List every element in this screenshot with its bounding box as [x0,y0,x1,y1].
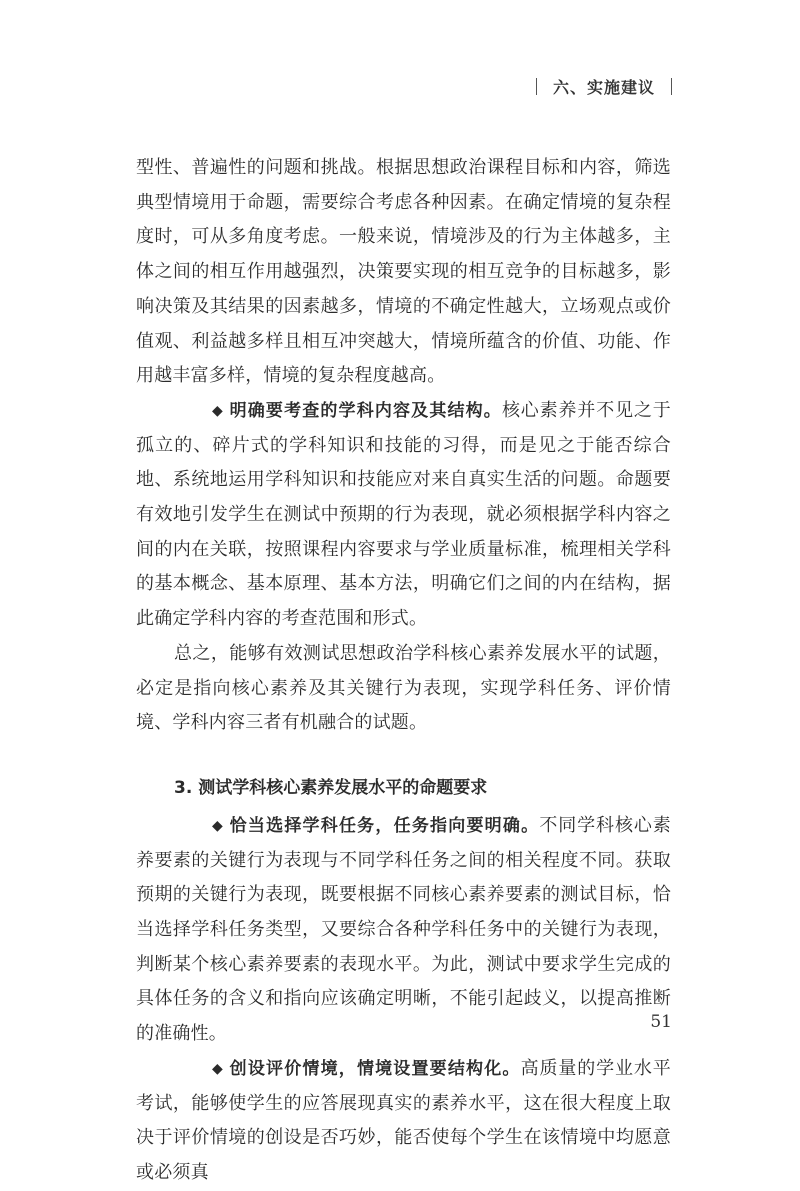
header-left-divider [536,78,537,95]
paragraph-5 [136,1052,671,1191]
paragraph-2 [136,394,671,637]
diamond-bullet-icon: ◆ [212,402,223,419]
header-title: 六、实施建议 [552,77,655,97]
paragraph-4-lead: 恰当选择学科任务，任务指向要明确。 [228,815,540,836]
diamond-bullet-icon: ◆ [212,817,223,834]
paragraph-1: 型性、普遍性的问题和挑战。根据思想政治课程目标和内容，筛选典型情境用于命题，需要综合考虑各种因素。在确定情境的复杂程度时，可从多角度考虑。一般来说，情境涉及的行为主体越多，主体之间的相互作用越强烈，决策要实现的相互竞争的目标越多，影响决策及其结果的因素越多，情境的不确定性越大，立场观点或价值观、利益越多样且相互冲突越大，情境所蕴含的价值、功能、作用越丰富多样，情境的复杂程度越高。 [136,157,671,387]
page-number: 51 [650,1012,672,1032]
page-body [136,151,671,1191]
header-right-divider [671,78,672,95]
running-header [520,72,688,100]
paragraph-3: 总之，能够有效测试思想政治学科核心素养发展水平的试题，必定是指向核心素养及其关键行为表现，实现学科任务、评价情境、学科内容三者有机融合的试题。 [136,642,671,734]
paragraph-5-body: 高质量的学业水平考试，能够使学生的应答展现真实的素养水平，这在很大程度上取决于评价情境的创设是否巧妙，能否使每个学生在该情境中均愿意或必须真 [136,1057,671,1183]
paragraph-4-body: 不同学科核心素养要素的关键行为表现与不同学科任务之间的相关程度不同。获取预期的关键行为表现，既要根据不同核心素养要素的测试目标，恰当选择学科任务类型，又要综合各种学科任务中的关键行为表现，判断某个核心素养要素的表现水平。为此，测试中要求学生完成的具体任务的含义和指向应该确定明晰，不能引起歧义，以提高推断的准确性。 [136,814,671,1045]
paragraph-2-body: 核心素养并不见之于孤立的、碎片式的学科知识和技能的习得，而是见之于能否综合地、系统地运用学科知识和技能应对来自真实生活的问题。命题要有效地引发学生在测试中预期的行为表现，就必须根据学科内容之间的内在关联，按照课程内容要求与学业质量标准，梳理相关学科的基本概念、基本原理、基本方法，明确它们之间的内在结构，据此确定学科内容的考查范围和形式。 [136,399,671,630]
paragraph-5-lead: 创设评价情境，情境设置要结构化。 [228,1058,521,1079]
paragraph-2-lead: 明确要考查的学科内容及其结构。 [228,400,502,421]
diamond-bullet-icon: ◆ [212,1060,223,1077]
paragraph-4 [136,809,671,1052]
section-heading: 3. 测试学科核心素养发展水平的命题要求 [174,777,488,798]
